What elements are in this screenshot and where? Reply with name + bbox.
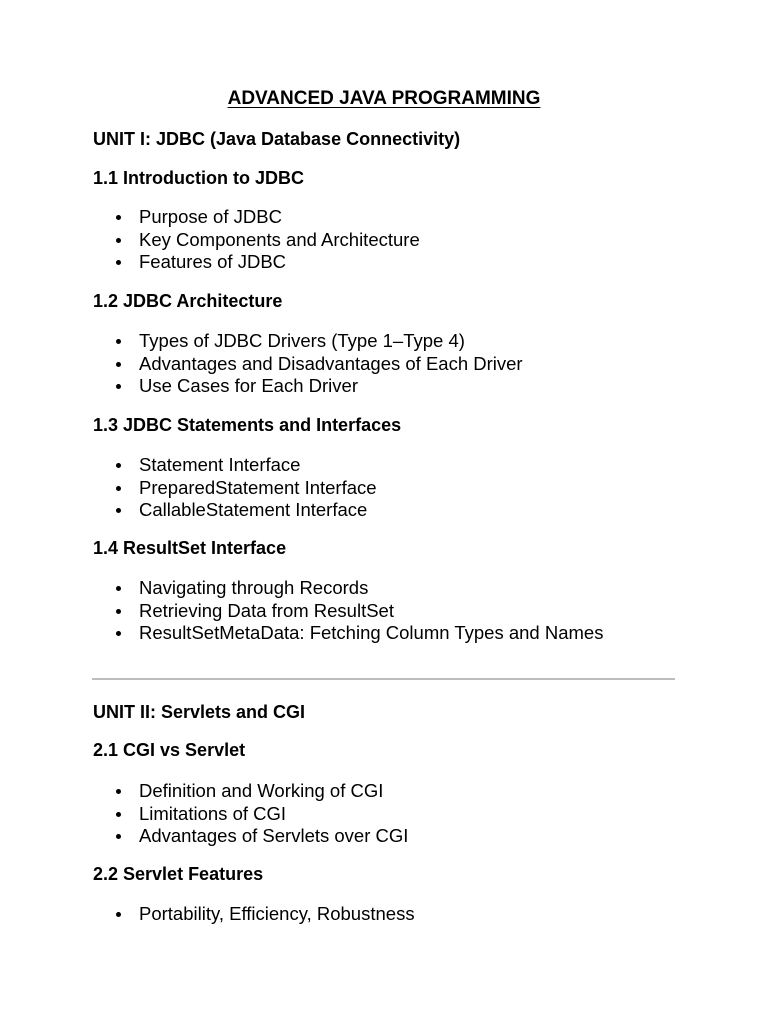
list-item <box>0 600 603 623</box>
list-item <box>0 454 377 477</box>
bullet-icon <box>116 238 121 243</box>
bullet-icon <box>116 486 121 491</box>
list-item <box>0 780 408 803</box>
section-1-1-list <box>0 206 420 274</box>
list-item-text: Portability, Efficiency, Robustness <box>139 903 415 924</box>
list-item-text: Types of JDBC Drivers (Type 1–Type 4) <box>139 330 465 351</box>
bullet-icon <box>116 362 121 367</box>
list-item-text: Key Components and Architecture <box>139 228 420 250</box>
bullet-icon <box>116 508 121 513</box>
list-item <box>0 375 523 398</box>
list-item <box>0 251 420 274</box>
section-1-4-list <box>0 577 603 645</box>
bullet-icon <box>116 586 121 591</box>
list-item-text: Features of JDBC <box>139 251 287 272</box>
bullet-icon <box>116 631 121 636</box>
list-item-text: CallableStatement Interface <box>139 499 368 520</box>
list-item-text: Advantages of Servlets over CGI <box>139 825 409 846</box>
unit-1-heading: UNIT I: JDBC (Java Database Connectivity) <box>93 129 461 149</box>
list-item <box>0 825 408 848</box>
section-2-1-heading: 2.1 CGI vs Servlet <box>93 740 246 760</box>
list-item-text: Navigating through Records <box>139 577 369 598</box>
bullet-icon <box>116 215 121 220</box>
section-2-1-list <box>0 780 408 848</box>
list-item-text: Statement Interface <box>139 454 301 475</box>
bullet-icon <box>116 912 121 917</box>
section-1-2-heading: 1.2 JDBC Architecture <box>93 291 283 311</box>
bullet-icon <box>116 789 121 794</box>
list-item-text: Definition and Working of CGI <box>139 780 384 801</box>
bullet-icon <box>116 384 121 389</box>
list-item-text: Retrieving Data from ResultSet <box>139 599 394 621</box>
list-item <box>0 903 415 926</box>
list-item <box>0 229 420 252</box>
list-item <box>0 330 523 353</box>
document-title: ADVANCED JAVA PROGRAMMING <box>227 88 541 109</box>
list-item-text: Advantages and Disadvantages of Each Driver <box>139 352 523 374</box>
horizontal-divider <box>92 678 675 680</box>
list-item-text: Use Cases for Each Driver <box>139 375 358 396</box>
section-1-3-list <box>0 454 377 522</box>
list-item <box>0 499 377 522</box>
list-item-text: Purpose of JDBC <box>139 206 282 227</box>
list-item-text: PreparedStatement Interface <box>139 476 377 498</box>
section-1-2-list <box>0 330 523 398</box>
bullet-icon <box>116 609 121 614</box>
section-2-2-heading: 2.2 Servlet Features <box>93 864 264 884</box>
bullet-icon <box>116 463 121 468</box>
bullet-icon <box>116 834 121 839</box>
list-item <box>0 803 408 826</box>
list-item <box>0 477 377 500</box>
list-item-text: ResultSetMetaData: Fetching Column Types and Names <box>139 622 604 643</box>
unit-2-heading: UNIT II: Servlets and CGI <box>93 702 306 722</box>
list-item <box>0 622 603 645</box>
list-item <box>0 206 420 229</box>
section-1-1-heading: 1.1 Introduction to JDBC <box>93 168 304 188</box>
list-item <box>0 577 603 600</box>
list-item <box>0 353 523 376</box>
section-2-2-list <box>0 903 415 926</box>
bullet-icon <box>116 812 121 817</box>
list-item-text: Limitations of CGI <box>139 802 287 824</box>
section-1-3-heading: 1.3 JDBC Statements and Interfaces <box>93 415 402 435</box>
bullet-icon <box>116 339 121 344</box>
bullet-icon <box>116 260 121 265</box>
section-1-4-heading: 1.4 ResultSet Interface <box>93 538 287 558</box>
